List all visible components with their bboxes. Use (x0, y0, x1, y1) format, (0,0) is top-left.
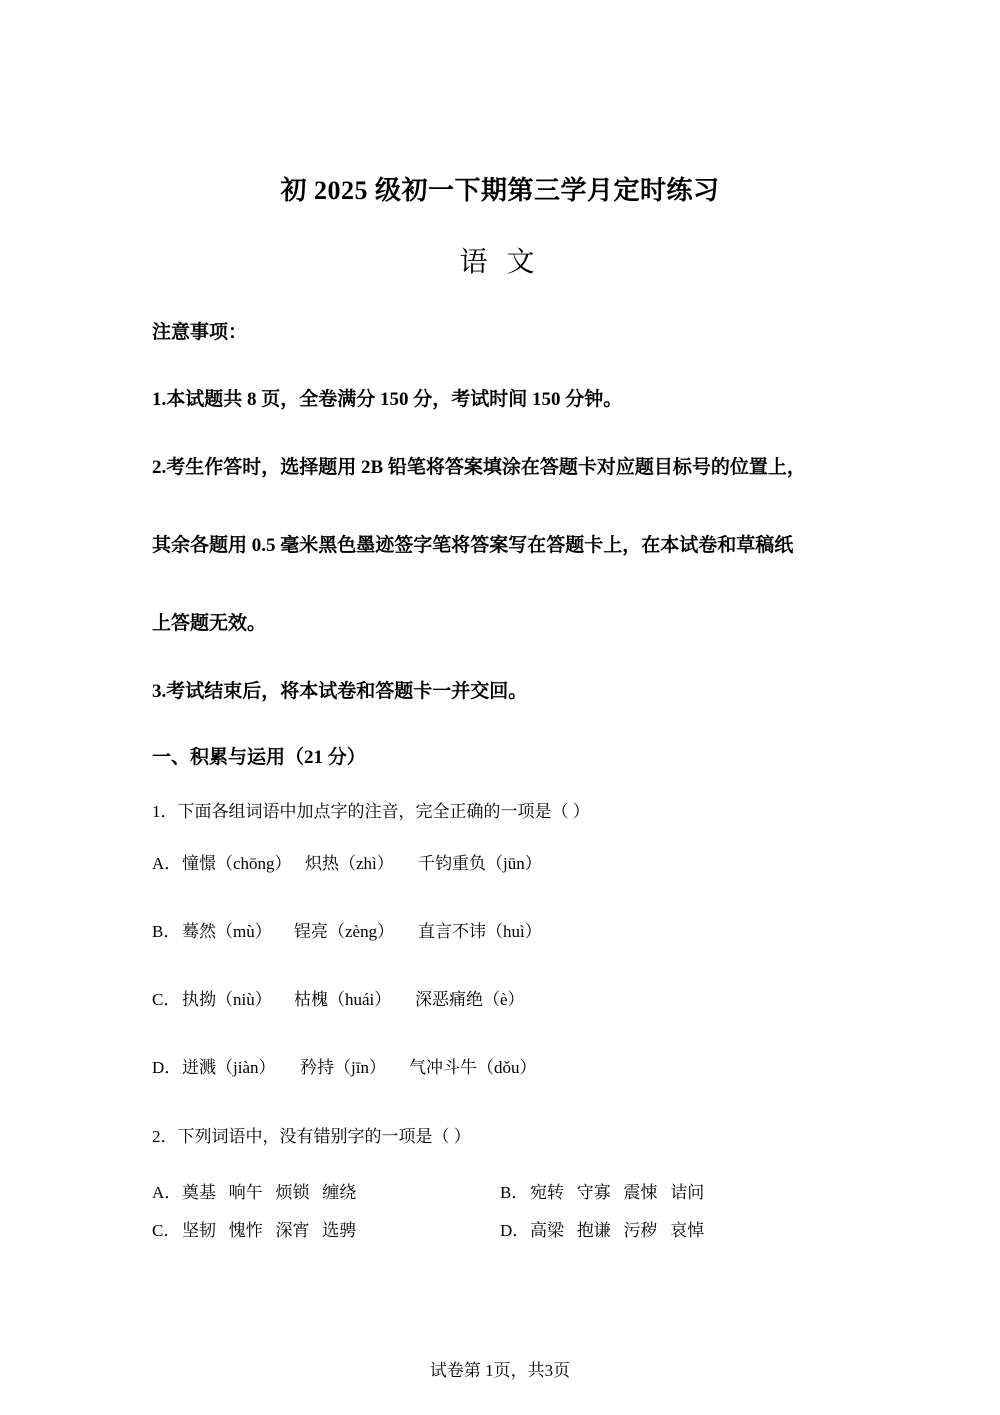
q2-option-d-text: 高梁 抱谦 污秽 哀悼 (530, 1221, 705, 1240)
q2-option-b-label: B． (500, 1183, 529, 1202)
q2-option-a-label: A． (152, 1183, 182, 1202)
q1-option-d-label: D． (152, 1058, 182, 1077)
q1-option-d-word-2: 矜持（jīn） (300, 1058, 386, 1077)
question-2-stem: 2．下列词语中，没有错别字的一项是（ ） (152, 1127, 471, 1146)
notice-item-2: 2.考生作答时，选择题用 2B 铅笔将答案填涂在答题卡对应题目标号的位置上， (152, 457, 806, 478)
page-footer: 试卷第 1页，共3页 (429, 1361, 571, 1380)
exam-title: 初 2025 级初一下期第三学月定时练习 (280, 176, 720, 205)
q2-option-a-text: 奠基 响午 烦锁 缠绕 (182, 1183, 357, 1202)
notice-item-2-cont: 其余各题用 0.5 毫米黑色墨迹签字笔将答案写在答题卡上，在本试卷和草稿纸 (152, 535, 794, 556)
q2-option-c-label: C． (152, 1221, 181, 1240)
q1-option-d-word-3: 气冲斗牛（dǒu） (409, 1058, 537, 1077)
q1-option-a-word-3: 千钧重负（jūn） (418, 854, 542, 873)
section-heading: 一、积累与运用（21 分） (152, 747, 366, 768)
notice-item-1: 1.本试题共 8 页，全卷满分 150 分，考试时间 150 分钟。 (152, 389, 623, 410)
q1-option-a-label: A． (152, 854, 182, 873)
q1-option-b-word-1: 蓦然（mù） (182, 922, 272, 941)
q1-option-b-word-3: 直言不讳（huì） (418, 922, 542, 941)
q1-option-c-word-1: 执拗（niù） (182, 990, 272, 1009)
notice-item-2-end: 上答题无效。 (152, 613, 267, 634)
q2-option-c-text: 坚韧 愧怍 深宵 选骋 (182, 1221, 357, 1240)
q1-option-c-label: C． (152, 990, 181, 1009)
q1-option-d-word-1: 迸溅（jiàn） (182, 1058, 276, 1077)
q1-option-b-label: B． (152, 922, 181, 941)
q1-option-c-word-2: 枯槐（huái） (294, 990, 392, 1009)
q1-option-b-word-2: 锃亮（zèng） (294, 922, 395, 941)
q2-option-d-label: D． (500, 1221, 530, 1240)
q1-option-c-word-3: 深恶痛绝（è） (415, 990, 525, 1009)
q1-option-a-word-2: 炽热（zhì） (305, 854, 394, 873)
notice-item-3: 3.考试结束后，将本试卷和答题卡一并交回。 (152, 681, 528, 702)
subject-title: 语 文 (459, 247, 541, 278)
q2-option-b-text: 宛转 守寡 震悚 诘问 (530, 1183, 705, 1202)
q1-option-a-word-1: 憧憬（chōng） (182, 854, 292, 873)
notice-heading: 注意事项： (152, 322, 248, 343)
question-1-stem: 1．下面各组词语中加点字的注音，完全正确的一项是（ ） (152, 802, 590, 821)
